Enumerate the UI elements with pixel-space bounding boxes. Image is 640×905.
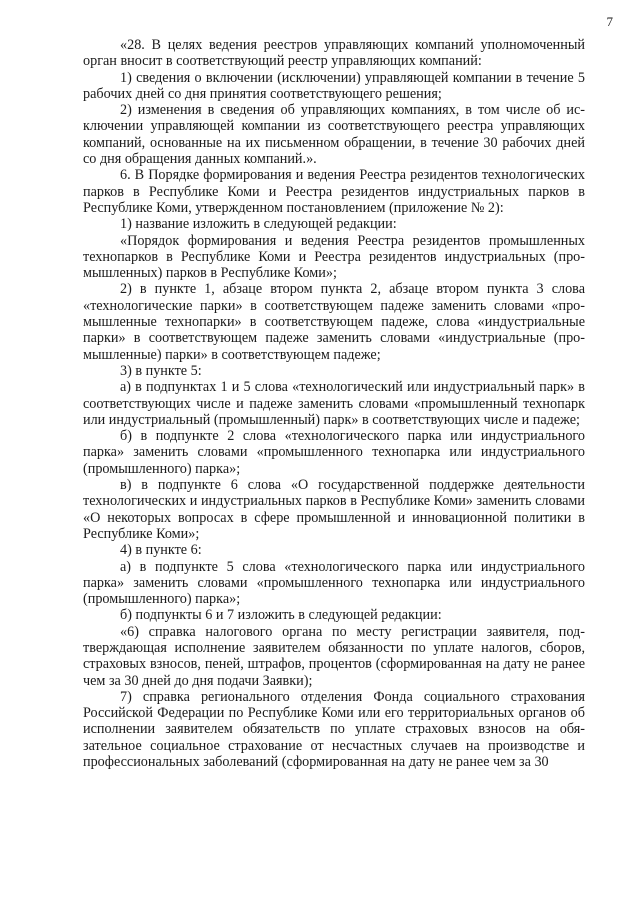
paragraph-subitem-2-changes: 2) изменения в сведения об управляющих компаниях, в том числе об исключении управляющей компании из соответствующего реестра управляющих компаний, основанные на их письменном обращении, в течение 30 рабочих дней со дня обращения данных компаний.».	[83, 102, 585, 168]
paragraph-subitem-3a: а) в подпунктах 1 и 5 слова «технологический или индустриальный парк» в соответствующих числе и падеже заменить словами «промышленный технопарк или индустриальный (промышленный) парк» в соответствующих числе и падеже;	[83, 379, 585, 428]
paragraph-point-6: 6. В Порядке формирования и ведения Реестра резидентов технологических парков в Республике Коми и Реестра резидентов индустриальных парков в Республике Коми, утвержденном постановлением (приложение № 2):	[83, 167, 585, 216]
paragraph-subitem-3v: в) в подпункте 6 слова «О государственной поддержке деятельности технологических и индустриальных парков в Республике Коми» заменить словами «О некоторых вопросах в сфере промышленной и инновационной политики в Республике Коми»;	[83, 477, 585, 542]
paragraph-subitem-3b: б) в подпункте 2 слова «технологического парка или индустриального парка» заменить словами «промышленного технопарка или индустриального (промышленного) парка»;	[83, 428, 585, 477]
document-body	[83, 37, 585, 770]
paragraph-subitem-4a: а) в подпункте 5 слова «технологического парка или индустриального парка» заменить словами «промышленного технопарка или индустриального (промышленного) парка»;	[83, 558, 585, 608]
page-number: 7	[606, 14, 613, 29]
paragraph-subitem-7-social-insurance: 7) справка регионального отделения Фонда социального страхования Российской Федерации по Республике Коми или его территориальных органов об исполнении заявителем обязательств по уплате страховых взносов на обязательное социальное страхование от несчастных случаев на производстве и профессиональных заболеваний (сформированная на дату не ранее чем за 30	[83, 688, 585, 771]
paragraph-subitem-2-replace: 2) в пункте 1, абзаце втором пункта 2, абзаце втором пункта 3 слова «технологические парки» в соответствующем падеже заменить словами «промышленные технопарки» в соответствующем падеже, слова «индустриальные парки» в соответствующем падеже заменить словами «индустриальные (промышленные) парки» в соответствующем падеже;	[83, 281, 585, 363]
paragraph-subitem-4: 4) в пункте 6:	[120, 542, 202, 559]
paragraph-subitem-3: 3) в пункте 5:	[120, 362, 202, 379]
paragraph-subitem-1-title: 1) название изложить в следующей редакции:	[120, 216, 397, 233]
paragraph-item-28-intro: «28. В целях ведения реестров управляющих компаний уполномоченный орган вносит в соответствующий реестр управляющих компаний:	[83, 37, 585, 70]
paragraph-subitem-1-inclusion: 1) сведения о включении (исключении) управляющей компании в течение 5 рабочих дней со дня принятия соответствующего решения;	[83, 69, 585, 102]
paragraph-subitem-4b: б) подпункты 6 и 7 изложить в следующей редакции:	[120, 607, 442, 624]
paragraph-new-title: «Порядок формирования и ведения Реестра резидентов промышленных технопарков в Республике Коми и Реестра резидентов индустриальных (промышленных) парков в Республике Коми»;	[83, 232, 585, 282]
paragraph-subitem-6-tax-certificate: «6) справка налогового органа по месту регистрации заявителя, подтверждающая исполнение заявителем обязанности по уплате налогов, сборов, страховых взносов, пеней, штрафов, процентов (сформированная на дату не ранее чем за 30 дней до дня подачи Заявки);	[83, 623, 585, 689]
